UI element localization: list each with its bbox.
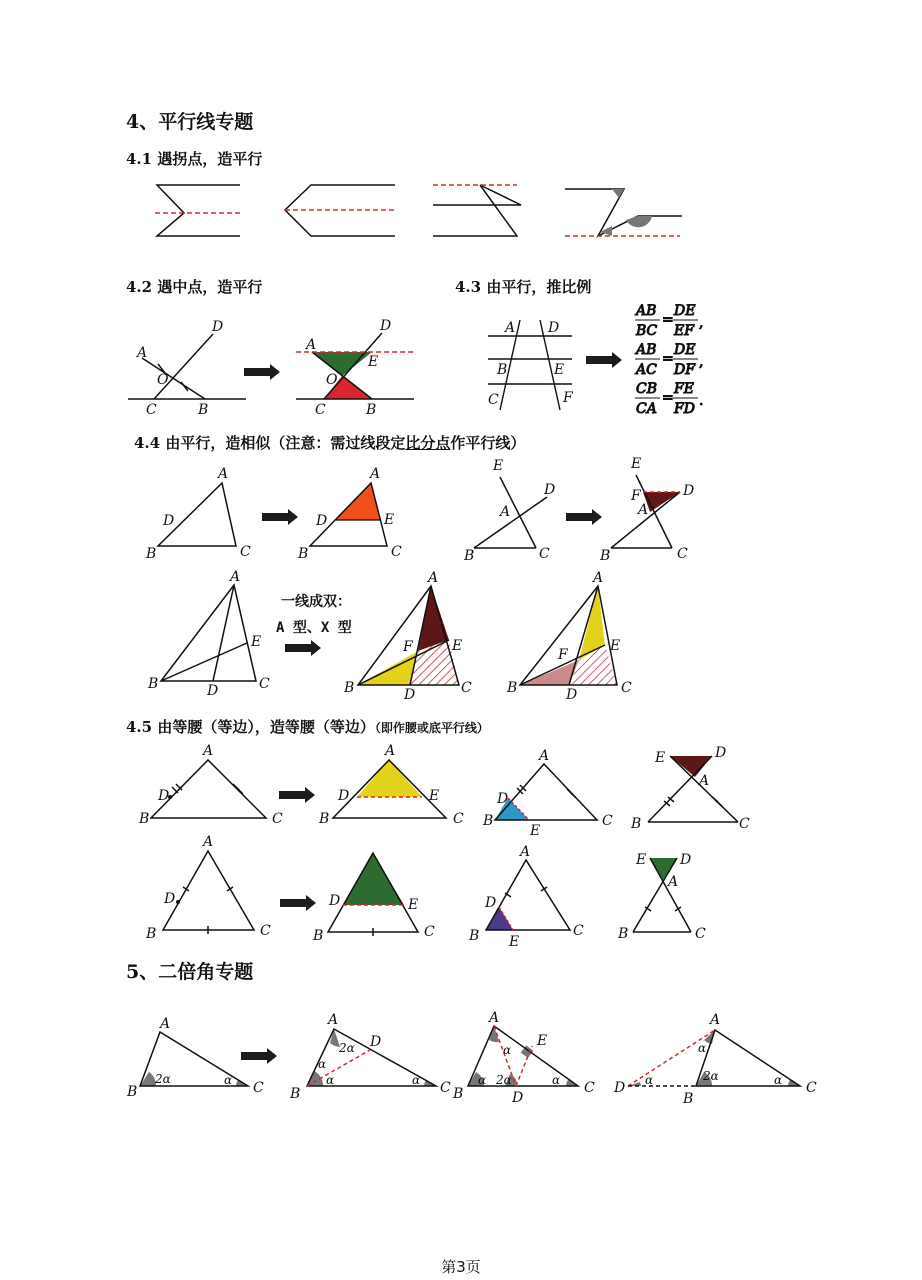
point-E: E (655, 750, 666, 766)
point-B: B (631, 816, 642, 832)
point-D: D (404, 687, 416, 703)
point-C: C (806, 1080, 817, 1096)
point-D: D (548, 320, 560, 336)
angle-2alpha: 2α (703, 1069, 719, 1083)
figure-4-2-midpoint (128, 319, 246, 418)
figure-4-1-inward-bend (155, 185, 240, 236)
figure-4-5-isosceles-a-type (318, 743, 464, 827)
point-C: C (259, 676, 270, 692)
figure-4-5-isosceles-x-type (630, 745, 750, 832)
figure-4-4-crossing (463, 458, 555, 564)
point-A: A (668, 874, 679, 890)
subsection-4-3-title: 4.3 由平行，推比例 (455, 278, 592, 296)
point-B: B (366, 402, 377, 418)
angle-alpha: α (224, 1073, 233, 1087)
point-D: D (497, 791, 509, 807)
point-D: D (566, 687, 578, 703)
point-C: C (573, 923, 584, 939)
section-5-title: 5、二倍角专题 (126, 961, 254, 983)
point-A: A (505, 320, 516, 336)
point-B: B (497, 362, 508, 378)
subsection-4-5-note: （即作腰或底平行线） (374, 721, 489, 735)
point-E: E (384, 512, 395, 528)
figure-5-perpendicular (452, 1010, 595, 1106)
point-D: D (329, 893, 341, 909)
figure-4-5-equilateral (145, 834, 271, 942)
ratio-2-punct: , (699, 354, 704, 370)
ratio-2-right-num: DE (674, 342, 696, 358)
point-C: C (621, 680, 632, 696)
figure-4-4-split-b (506, 570, 632, 703)
point-E: E (554, 362, 565, 378)
angle-2alpha: 2α (155, 1072, 171, 1086)
point-A: A (428, 570, 439, 586)
subsection-4-1-title: 4.1 遇拐点，造平行 (126, 150, 263, 168)
arrow-icon (241, 1048, 277, 1064)
point-D: D (212, 319, 224, 335)
point-E: E (537, 1033, 548, 1049)
point-C: C (146, 402, 157, 418)
figure-4-4-x-type (599, 456, 694, 564)
point-C: C (272, 811, 283, 827)
point-B: B (453, 1086, 464, 1102)
subsection-4-5-main: 4.5 由等腰（等边），造等腰（等边） (126, 718, 375, 736)
section-4-title: 4、平行线专题 (126, 111, 254, 133)
point-F: F (563, 390, 573, 406)
point-B: B (139, 811, 150, 827)
point-E: E (251, 634, 262, 650)
subsection-4-4-text-end: 作平行线） (450, 434, 526, 452)
point-C: C (315, 402, 326, 418)
point-B: B (469, 928, 480, 944)
point-A: A (520, 844, 531, 860)
point-B: B (600, 548, 611, 564)
point-D: D (164, 891, 176, 907)
angle-alpha: α (552, 1073, 561, 1087)
figure-5-bisector (289, 1012, 451, 1102)
point-B: B (683, 1091, 694, 1107)
ratio-3-right-num: FE (674, 381, 694, 397)
point-C: C (453, 811, 464, 827)
point-B: B (618, 926, 629, 942)
subsection-4-4-underlined: 比分点 (405, 434, 451, 452)
point-F: F (403, 639, 413, 655)
point-E: E (636, 852, 647, 868)
point-B: B (146, 546, 157, 562)
angle-2alpha: 2α (496, 1073, 512, 1087)
ratio-formulas (634, 303, 703, 417)
point-F: F (631, 488, 641, 504)
figure-4-5-equilateral-base (468, 844, 584, 950)
ratio-1-left-den: BC (636, 323, 658, 339)
angle-alpha: α (326, 1073, 335, 1087)
figure-4-5-equilateral-x-type (617, 852, 706, 942)
point-A: A (203, 834, 214, 850)
point-D: D (380, 318, 392, 334)
point-A: A (489, 1010, 500, 1026)
point-E: E (368, 354, 379, 370)
point-E: E (530, 823, 541, 839)
point-D: D (338, 788, 350, 804)
point-B: B (313, 928, 324, 944)
point-A: A (539, 748, 550, 764)
point-E: E (610, 638, 621, 654)
ratio-3-punct: . (699, 393, 704, 409)
point-C: C (424, 924, 435, 940)
point-B: B (507, 680, 518, 696)
ratio-3-left-num: CB (636, 381, 657, 397)
figure-5-extension (613, 1012, 817, 1107)
point-C: C (253, 1080, 264, 1096)
point-B: B (290, 1086, 301, 1102)
point-D: D (614, 1080, 626, 1096)
figure-4-5-isosceles-base (482, 748, 613, 839)
point-A: A (137, 345, 148, 361)
point-C: C (260, 923, 271, 939)
arrow-icon (280, 895, 316, 911)
arrow-icon (566, 509, 602, 525)
equals-sign: = (662, 312, 674, 328)
annotation-a-x-type: A 型、X 型 (276, 620, 352, 636)
point-D: D (316, 513, 328, 529)
ratio-1-left-num: AB (636, 303, 657, 319)
point-F: F (558, 647, 568, 663)
equals-sign: = (662, 351, 674, 367)
point-D: D (512, 1090, 524, 1106)
subsection-4-2-title: 4.2 遇中点，造平行 (126, 278, 263, 296)
ratio-2-right-den: DF (674, 362, 695, 378)
annotation-one-line-double: 一线成双： (281, 594, 351, 610)
point-D: D (683, 483, 695, 499)
point-O: O (326, 372, 338, 388)
point-C: C (584, 1080, 595, 1096)
point-E: E (452, 638, 463, 654)
point-B: B (464, 548, 475, 564)
point-D: D (163, 513, 175, 529)
arrow-icon (285, 640, 321, 656)
arrow-icon (279, 787, 315, 803)
figure-4-5-equilateral-a-type (312, 853, 435, 944)
point-B: B (198, 402, 209, 418)
point-A: A (230, 569, 241, 585)
point-C: C (695, 926, 706, 942)
point-B: B (344, 680, 355, 696)
point-A: A (218, 466, 229, 482)
point-D: D (680, 852, 692, 868)
figure-4-1-angles (565, 189, 682, 236)
point-C: C (539, 546, 550, 562)
ratio-1-punct: , (699, 315, 704, 331)
figure-4-4-split-a (343, 570, 472, 703)
point-E: E (493, 458, 504, 474)
point-E: E (509, 934, 520, 950)
point-C: C (391, 544, 402, 560)
figure-4-3-parallel-lines (488, 320, 574, 410)
point-A: A (638, 502, 649, 518)
point-C: C (488, 392, 499, 408)
point-A: A (710, 1012, 721, 1028)
equals-sign: = (662, 390, 674, 406)
figure-4-4-a-type (297, 466, 402, 562)
point-D: D (370, 1034, 382, 1050)
point-C: C (739, 816, 750, 832)
angle-2alpha: 2α (339, 1041, 355, 1055)
point-D: D (544, 482, 556, 498)
figure-4-2-x-type (296, 318, 414, 418)
figure-4-4-triangle (145, 466, 251, 562)
point-C: C (461, 680, 472, 696)
point-A: A (699, 773, 710, 789)
point-C: C (602, 813, 613, 829)
point-C: C (240, 544, 251, 560)
figure-4-4-cevians (147, 569, 270, 699)
angle-alpha: α (698, 1041, 707, 1055)
point-O: O (157, 372, 169, 388)
point-B: B (146, 926, 157, 942)
angle-alpha: α (478, 1073, 487, 1087)
angle-alpha: α (503, 1043, 512, 1057)
arrow-icon (244, 364, 280, 380)
point-A: A (306, 337, 317, 353)
point-B: B (483, 813, 494, 829)
subsection-4-4-text: 4.4 由平行，造相似（注意：需过线段定 (134, 434, 406, 452)
point-A: A (500, 504, 511, 520)
angle-alpha: α (774, 1073, 783, 1087)
ratio-1-right-den: EF (674, 323, 694, 339)
ratio-3-left-den: CA (636, 401, 657, 417)
arrow-icon (262, 509, 298, 525)
point-C: C (677, 546, 688, 562)
angle-alpha: α (318, 1057, 327, 1071)
point-B: B (319, 811, 330, 827)
point-D: D (207, 683, 219, 699)
page-number: 第3页 (441, 1258, 481, 1276)
point-D: D (485, 895, 497, 911)
ratio-2-left-den: AC (636, 362, 657, 378)
point-A: A (203, 743, 214, 759)
point-A: A (593, 570, 604, 586)
point-D: D (715, 745, 727, 761)
point-E: E (631, 456, 642, 472)
angle-alpha: α (412, 1073, 421, 1087)
figure-4-1-outward-bend (285, 185, 396, 236)
point-B: B (298, 546, 309, 562)
point-A: A (370, 466, 381, 482)
ratio-2-left-num: AB (636, 342, 657, 358)
arrow-icon (586, 352, 622, 368)
point-A: A (328, 1012, 339, 1028)
ratio-1-right-num: DE (674, 303, 696, 319)
point-E: E (429, 788, 440, 804)
point-E: E (408, 897, 419, 913)
point-D: D (158, 788, 170, 804)
point-C: C (440, 1080, 451, 1096)
angle-alpha: α (645, 1073, 654, 1087)
ratio-3-right-den: FD (674, 401, 695, 417)
point-A: A (160, 1016, 171, 1032)
point-A: A (385, 743, 396, 759)
point-B: B (127, 1084, 138, 1100)
figure-4-1-zigzag (433, 185, 521, 236)
point-B: B (148, 676, 159, 692)
figure-4-5-isosceles (138, 743, 283, 827)
